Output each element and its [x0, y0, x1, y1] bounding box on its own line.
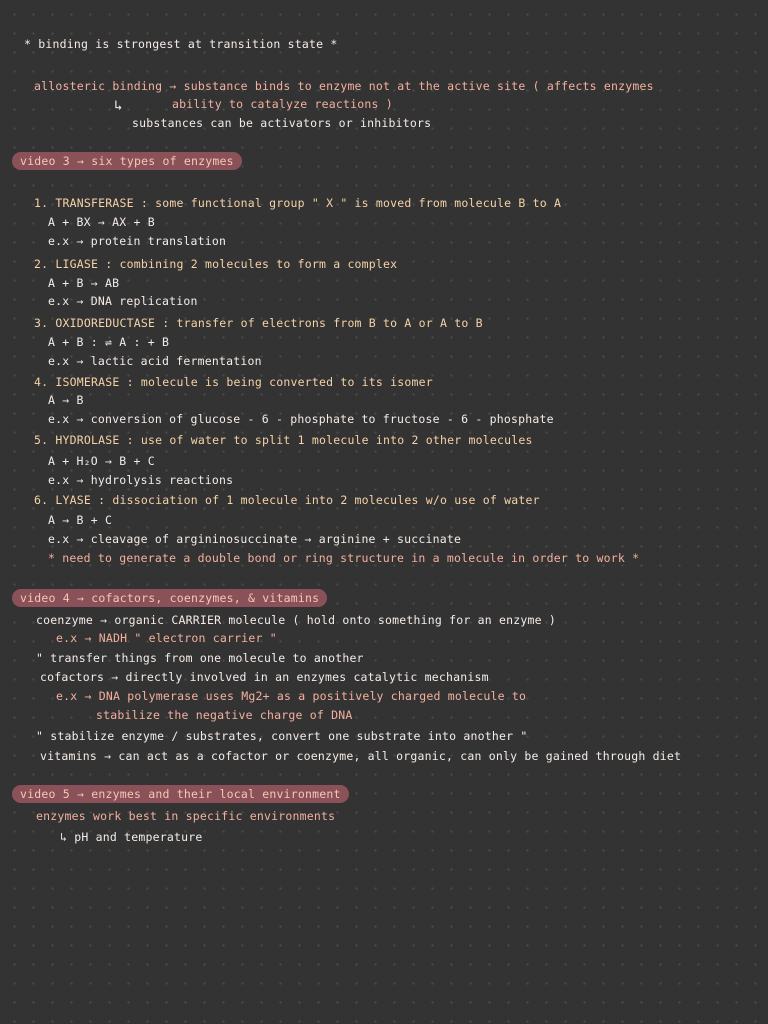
isomerase-equation: A → B	[48, 393, 84, 407]
coenzyme-line: coenzyme → organic CARRIER molecule ( hold onto something for an enzyme )	[36, 613, 557, 627]
allosteric-line-3: substances can be activators or inhibitors	[132, 116, 432, 130]
oxidoreductase-line: 3. OXIDOREDUCTASE : transfer of electrons from B to A or A to B	[34, 316, 483, 330]
cofactors-quote: " stabilize enzyme / substrates, convert one substrate into another "	[36, 729, 528, 743]
transferase-line: 1. TRANSFERASE : some functional group " X " is moved from molecule B to A	[34, 196, 562, 210]
curved-arrow-icon: ↳	[114, 98, 123, 114]
ligase-equation: A + B → AB	[48, 276, 120, 290]
cofactors-example-cont: stabilize the negative charge of DNA	[96, 708, 353, 722]
transferase-example: e.x → protein translation	[48, 234, 227, 248]
video5-header: video 5 → enzymes and their local environment	[12, 785, 349, 803]
environment-line: enzymes work best in specific environments	[36, 809, 336, 823]
ligase-example: e.x → DNA replication	[48, 294, 198, 308]
hydrolase-line: 5. HYDROLASE : use of water to split 1 molecule into 2 other molecules	[34, 433, 533, 447]
lyase-line: 6. LYASE : dissociation of 1 molecule into 2 molecules w/o use of water	[34, 493, 540, 507]
lyase-note: * need to generate a double bond or ring structure in a molecule in order to work *	[48, 551, 640, 565]
allosteric-line-2: ability to catalyze reactions )	[172, 97, 393, 111]
coenzyme-quote: " transfer things from one molecule to another	[36, 651, 364, 665]
oxidoreductase-example: e.x → lactic acid fermentation	[48, 354, 262, 368]
isomerase-example: e.x → conversion of glucose - 6 - phosphate to fructose - 6 - phosphate	[48, 412, 554, 426]
lyase-equation: A → B + C	[48, 513, 113, 527]
video3-header: video 3 → six types of enzymes	[12, 152, 242, 170]
oxidoreductase-equation: A + B : ⇌ A : + B	[48, 335, 170, 349]
ligase-line: 2. LIGASE : combining 2 molecules to form a complex	[34, 257, 398, 271]
transferase-equation: A + BX → AX + B	[48, 215, 155, 229]
allosteric-line-1: allosteric binding → substance binds to enzyme not at the active site ( affects enzymes	[34, 79, 654, 93]
cofactors-line: cofactors → directly involved in an enzymes catalytic mechanism	[40, 670, 489, 684]
lyase-example: e.x → cleavage of argininosuccinate → arginine + succinate	[48, 532, 462, 546]
hydrolase-equation: A + H₂O → B + C	[48, 454, 155, 468]
cofactors-example: e.x → DNA polymerase uses Mg2+ as a positively charged molecule to	[56, 689, 527, 703]
coenzyme-example: e.x → NADH " electron carrier "	[56, 631, 277, 645]
transition-state-note: * binding is strongest at transition state *	[24, 37, 338, 51]
ph-temperature-line: ↳ pH and temperature	[60, 830, 203, 844]
hydrolase-example: e.x → hydrolysis reactions	[48, 473, 234, 487]
vitamins-line: vitamins → can act as a cofactor or coenzyme, all organic, can only be gained through diet	[40, 749, 682, 763]
isomerase-line: 4. ISOMERASE : molecule is being converted to its isomer	[34, 375, 433, 389]
video4-header: video 4 → cofactors, coenzymes, & vitamins	[12, 589, 327, 607]
